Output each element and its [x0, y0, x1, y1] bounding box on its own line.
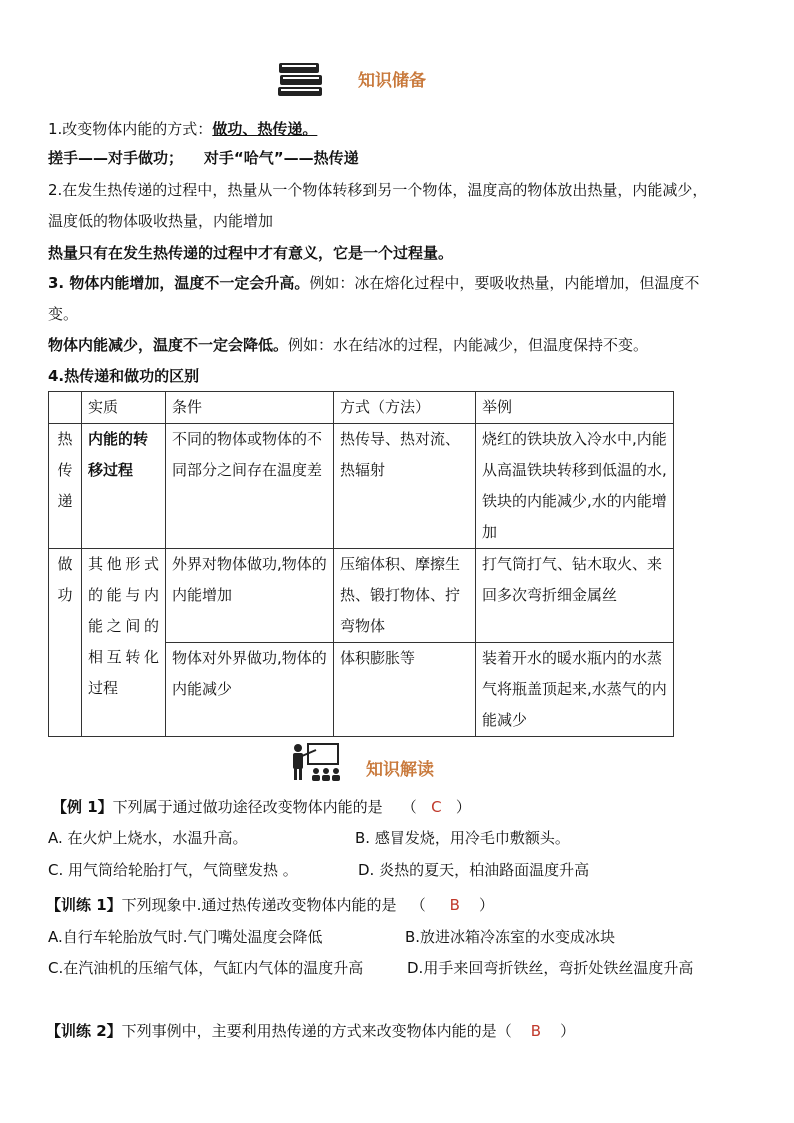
table-header-cell: 方式（方法） — [334, 392, 476, 424]
example-1-option-a: A. 在火炉上烧水，水温升高。 — [48, 829, 248, 847]
table-cell: 压缩体积、摩擦生热、锻打物体、拧弯物体 — [334, 549, 476, 643]
paragraph-6 — [48, 335, 648, 355]
paragraph-4: 热量只有在发生热传递的过程中才有意义，它是一个过程量。 — [48, 244, 454, 262]
paragraph-2: 搓手——对手做功； 对手“哈气”——热传递 — [48, 149, 359, 167]
paragraph-5-line-2: 变。 — [48, 305, 79, 323]
table-cell: 打气筒打气、钻木取火、来回多次弯折细金属丝 — [476, 549, 674, 643]
paragraph-5-line-1 — [48, 273, 699, 293]
p6-rest: 例如：水在结冰的过程，内能减少，但温度保持不变。 — [288, 336, 649, 354]
table-cell: 热传导、热对流、热辐射 — [334, 424, 476, 549]
p6-bold: 物体内能减少，温度不一定会降低。 — [48, 336, 289, 354]
paragraph-3-line-2: 温度低的物体吸收热量，内能增加 — [48, 212, 274, 230]
training-1-option-c: C.在汽油机的压缩气体，气缸内气体的温度升高 — [48, 959, 364, 977]
table-cell: 体积膨胀等 — [334, 643, 476, 737]
question-text: 下列现象中.通过热传递改变物体内能的是 — [121, 896, 397, 914]
question-label: 【例 1】 — [52, 798, 113, 816]
section-title-interpretation: 知识解读 — [366, 760, 434, 780]
row-label: 热传递 — [49, 424, 82, 549]
paragraph-3-line-1: 2.在发生热传递的过程中，热量从一个物体转移到另一个物体，温度高的物体放出热量，内能减少， — [48, 181, 708, 199]
example-1-question: 【例 1】下列属于通过做功途径改变物体内能的是 （ C ） — [52, 798, 471, 816]
table-header-row — [49, 392, 674, 424]
question-label: 【训练 1】 — [46, 896, 122, 914]
table-header-cell: 举例 — [476, 392, 674, 424]
table-cell: 外界对物体做功,物体的内能增加 — [166, 549, 334, 643]
question-text: 下列属于通过做功途径改变物体内能的是 — [112, 798, 383, 816]
table-row — [49, 424, 674, 549]
table-cell: 物体对外界做功,物体的内能减少 — [166, 643, 334, 737]
training-2-question: 【训练 2】下列事例中，主要利用热传递的方式来改变物体内能的是（ B ） — [46, 1022, 576, 1040]
training-1-question: 【训练 1】下列现象中.通过热传递改变物体内能的是 （ B ） — [46, 896, 494, 914]
question-label: 【训练 2】 — [46, 1022, 122, 1040]
answer-text: C — [431, 798, 442, 816]
table-header-cell: 实质 — [82, 392, 166, 424]
comparison-table — [48, 391, 674, 737]
training-1-option-a: A.自行车轮胎放气时.气门嘴处温度会降低 — [48, 928, 323, 946]
table-header-cell: 条件 — [166, 392, 334, 424]
example-1-option-d: D. 炎热的夏天，柏油路面温度升高 — [358, 861, 590, 879]
row-label: 做功 — [49, 549, 82, 737]
example-1-option-c: C. 用气筒给轮胎打气，气筒壁发热 。 — [48, 861, 298, 879]
answer-text: B — [530, 1022, 542, 1040]
p1-underlined: 做功、热传递。 — [212, 120, 318, 138]
table-row — [49, 549, 674, 643]
books-icon — [276, 60, 326, 102]
training-1-option-b: B.放进冰箱冷冻室的水变成冰块 — [405, 928, 616, 946]
answer-text: B — [449, 896, 460, 914]
p5-rest: 例如：冰在熔化过程中，要吸收热量，内能增加，但温度不 — [309, 274, 700, 292]
training-1-option-d: D.用手来回弯折铁丝，弯折处铁丝温度升高 — [407, 959, 694, 977]
example-1-option-b: B. 感冒发烧，用冷毛巾敷额头。 — [355, 829, 570, 847]
table-cell: 装着开水的暖水瓶内的水蒸气将瓶盖顶起来,水蒸气的内能减少 — [476, 643, 674, 737]
table-cell: 内能的转移过程 — [82, 424, 166, 549]
section-title-knowledge: 知识储备 — [358, 71, 426, 91]
teacher-presentation-icon — [290, 742, 344, 786]
p5-bold: 3. 物体内能增加，温度不一定会升高。 — [48, 274, 310, 292]
question-text: 下列事例中，主要利用热传递的方式来改变物体内能的是 — [121, 1022, 497, 1040]
paragraph-1 — [48, 119, 317, 139]
table-cell: 不同的物体或物体的不同部分之间存在温度差 — [166, 424, 334, 549]
table-cell: 烧红的铁块放入冷水中,内能从高温铁块转移到低温的水,铁块的内能减少,水的内能增加 — [476, 424, 674, 549]
paragraph-7: 4.热传递和做功的区别 — [48, 367, 200, 385]
p1-prefix: 1.改变物体内能的方式： — [48, 120, 213, 138]
table-header-cell — [49, 392, 82, 424]
table-cell: 其他形式的能与内能之间的相互转化过程 — [82, 549, 166, 737]
